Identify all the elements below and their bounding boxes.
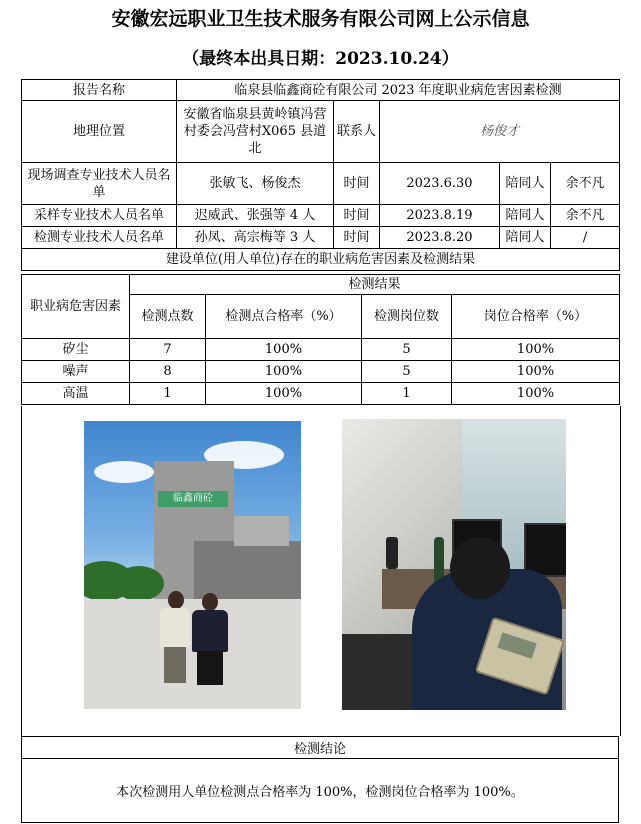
row-time-label: 时间 <box>334 227 380 249</box>
hazard-name: 噪声 <box>22 361 130 383</box>
issue-date: （最终本出具日期：2023.10.24） <box>182 49 459 69</box>
location-label: 地理位置 <box>22 101 177 163</box>
row-label: 现场调查专业技术人员名单 <box>22 163 177 205</box>
column-header: 检测点数 <box>130 295 206 339</box>
hazard-posts: 5 <box>362 361 452 383</box>
results-header: 检测结果 <box>130 275 620 295</box>
row-label: 检测专业技术人员名单 <box>22 227 177 249</box>
contact-value: 杨俊才 <box>380 101 620 163</box>
row-companion-label: 陪同人 <box>500 227 551 249</box>
row-companion: 余不凡 <box>551 205 620 227</box>
conclusion-text: 本次检测用人单位检测点合格率为 100%，检测岗位合格率为 100%。 <box>22 759 619 823</box>
hazards-table <box>21 274 620 405</box>
hazard-posts: 1 <box>362 383 452 405</box>
conclusion-title: 检测结论 <box>22 737 619 759</box>
hazard-point-rate: 100% <box>206 361 362 383</box>
row-date: 2023.6.30 <box>380 163 500 205</box>
hazard-point-rate: 100% <box>206 383 362 405</box>
location-value: 安徽省临泉县黄岭镇冯营村委会冯营村X065 县道北 <box>177 101 334 163</box>
row-people: 迟威武、张强等 4 人 <box>177 205 334 227</box>
row-people: 孙凤、高宗梅等 3 人 <box>177 227 334 249</box>
hazard-points: 8 <box>130 361 206 383</box>
hazard-name: 矽尘 <box>22 339 130 361</box>
row-label: 采样专业技术人员名单 <box>22 205 177 227</box>
hazards-section-title: 建设单位(用人单位)存在的职业病危害因素及检测结果 <box>22 249 620 271</box>
report-name-label: 报告名称 <box>22 80 177 101</box>
row-date: 2023.8.20 <box>380 227 500 249</box>
contact-label: 联系人 <box>334 101 380 163</box>
photos-section <box>21 406 621 736</box>
row-companion: 余不凡 <box>551 163 620 205</box>
row-companion-label: 陪同人 <box>500 163 551 205</box>
site-photo <box>84 421 301 709</box>
hazard-point-rate: 100% <box>206 339 362 361</box>
hazard-post-rate: 100% <box>452 339 620 361</box>
hazard-points: 7 <box>130 339 206 361</box>
hazard-posts: 5 <box>362 339 452 361</box>
hazard-post-rate: 100% <box>452 383 620 405</box>
row-time-label: 时间 <box>334 163 380 205</box>
meter-photo <box>342 419 566 710</box>
page-title: 安徽宏远职业卫生技术服务有限公司网上公示信息 <box>111 8 530 30</box>
sign-text: 临鑫商砼 <box>173 493 213 504</box>
row-people: 张敏飞、杨俊杰 <box>177 163 334 205</box>
hazard-name: 高温 <box>22 383 130 405</box>
report-name-value: 临泉县临鑫商砼有限公司 2023 年度职业病危害因素检测 <box>177 80 620 101</box>
row-companion-label: 陪同人 <box>500 205 551 227</box>
company-sign <box>158 491 228 507</box>
conclusion-table <box>21 736 619 823</box>
hazard-post-rate: 100% <box>452 361 620 383</box>
column-header: 检测岗位数 <box>362 295 452 339</box>
row-time-label: 时间 <box>334 205 380 227</box>
factor-header: 职业病危害因素 <box>22 275 130 339</box>
hazard-points: 1 <box>130 383 206 405</box>
row-date: 2023.8.19 <box>380 205 500 227</box>
row-companion: / <box>551 227 620 249</box>
info-table <box>21 79 620 271</box>
column-header: 检测点合格率（%） <box>206 295 362 339</box>
column-header: 岗位合格率（%） <box>452 295 620 339</box>
